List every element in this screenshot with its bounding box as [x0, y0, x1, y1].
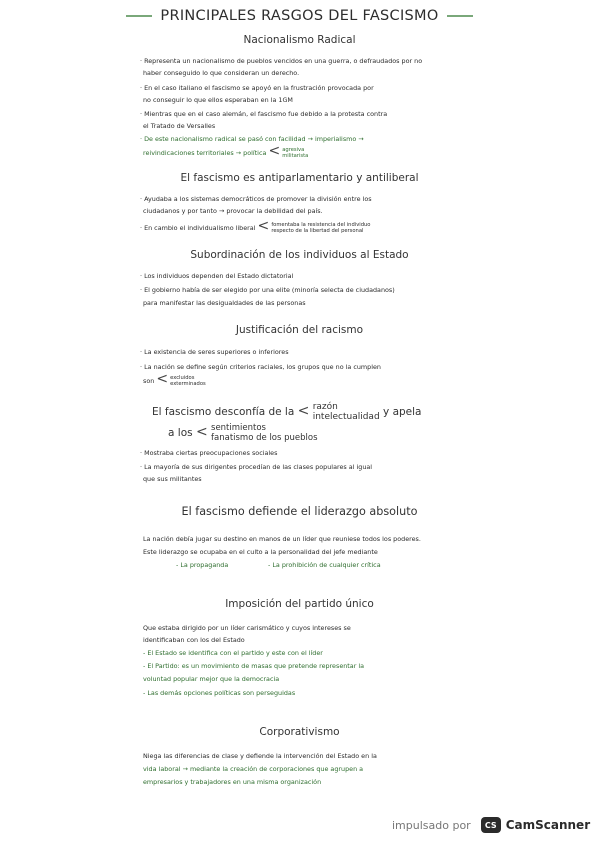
- text-line: - El Estado se identifica con el partido y este con el líder: [143, 649, 323, 657]
- text-line: Que estaba dirigido por un líder carismático y cuyos intereses se: [143, 624, 351, 632]
- brace-item: fanatismo de los pueblos: [211, 433, 318, 443]
- text-line: haber conseguido lo que consideran un derecho.: [143, 69, 300, 77]
- brace-list: [271, 222, 370, 234]
- text-line: identificaban con los del Estado: [143, 636, 245, 644]
- text-line: Niega las diferencias de clase y defiende la intervención del Estado en la: [143, 752, 377, 760]
- text: y apela: [383, 406, 422, 418]
- section-heading-racismo: Justificación del racismo: [235, 324, 364, 336]
- text-line: · Los individuos dependen del Estado dictatorial: [140, 272, 294, 280]
- text: reivindicaciones territoriales → política: [143, 149, 267, 157]
- text: a los: [168, 427, 193, 439]
- brace-item: excluidos: [170, 375, 195, 381]
- brace-list: [313, 402, 380, 422]
- text-line: · Ayudaba a los sistemas democráticos de promover la división entre los: [140, 195, 372, 203]
- section-heading-partido: Imposición del partido único: [225, 598, 374, 610]
- brace-glyph: <: [195, 424, 208, 440]
- text-line: para manifestar las desigualdades de las personas: [143, 299, 306, 307]
- list-item: - La propaganda: [176, 561, 229, 569]
- camscanner-logo-icon: CS: [481, 817, 501, 833]
- brace-item: razón: [312, 402, 338, 412]
- brace-item: intelectualidad: [312, 412, 380, 422]
- razon-statement-line1: [152, 402, 421, 422]
- section-heading-antiparlamentario: El fascismo es antiparlamentario y antiliberal: [180, 172, 419, 184]
- brace-item: sentimientos: [211, 423, 266, 433]
- text-line: que sus militantes: [143, 475, 202, 483]
- section-heading-corporativismo: Corporativismo: [259, 726, 340, 738]
- text-line: · El gobierno había de ser elegido por una elite (minoría selecta de ciudadanos): [140, 286, 395, 294]
- text: son: [143, 377, 155, 385]
- brace-list: [170, 375, 206, 387]
- text-line: · Representa un nacionalismo de pueblos vencidos en una guerra, o defraudados por no: [140, 57, 423, 65]
- text-line: ciudadanos y por tanto → provocar la debilidad del país.: [143, 207, 323, 215]
- list-item: - La prohibición de cualquier crítica: [268, 561, 381, 569]
- text-line: La nación debía jugar su destino en manos de un líder que reuniese todos los poderes.: [143, 535, 421, 543]
- text-line: - El Partido: es un movimiento de masas que pretende representar la: [143, 662, 365, 670]
- brace-glyph: <: [257, 218, 270, 234]
- title-bar: [0, 4, 599, 28]
- brace-item: militarista: [282, 153, 309, 159]
- page-title: PRINCIPALES RASGOS DEL FASCISMO: [160, 8, 439, 24]
- text: · En cambio el individualismo liberal: [140, 224, 256, 232]
- brace-item: exterminados: [170, 381, 206, 387]
- text-line: · La nación se define según criterios raciales, los grupos que no la cumplen: [140, 363, 381, 371]
- text-line: empresarios y trabajadores en una misma organización: [143, 778, 322, 786]
- section-heading-nacionalismo: Nacionalismo Radical: [243, 34, 356, 46]
- section-heading-liderazgo: El fascismo defiende el liderazgo absoluto: [181, 505, 418, 518]
- camscanner-watermark: [392, 814, 592, 836]
- title-decoration-left: [126, 15, 152, 17]
- text-line: · De este nacionalismo radical se pasó con facilidad → imperialismo →: [140, 135, 364, 143]
- text-line-with-brace: [143, 143, 309, 159]
- text: El fascismo desconfía de la: [152, 406, 295, 418]
- text-line: el Tratado de Versalles: [143, 122, 216, 130]
- text-line-with-brace: [140, 218, 371, 234]
- brace-list: [211, 423, 318, 443]
- title-decoration-right: [447, 15, 473, 17]
- powered-by-label: impulsado por: [392, 818, 471, 832]
- text-line-with-brace: [143, 371, 206, 387]
- text-line: · La existencia de seres superiores o inferiores: [140, 348, 289, 356]
- brace-item: agresiva: [282, 147, 305, 153]
- text-line: · Mientras que en el caso alemán, el fascismo fue debido a la protesta contra: [140, 110, 388, 118]
- text-line: - Las demás opciones políticas son perseguidas: [143, 689, 296, 697]
- brace-glyph: <: [156, 371, 169, 387]
- text-line: · La mayoría de sus dirigentes procedían de las clases populares al igual: [140, 463, 373, 471]
- text-line: · Mostraba ciertas preocupaciones sociales: [140, 449, 278, 457]
- text-line: · En el caso italiano el fascismo se apoyó en la frustración provocada por: [140, 84, 374, 92]
- text-line: Este liderazgo se ocupaba en el culto a la personalidad del jefe mediante: [143, 548, 378, 556]
- brace-list: [282, 147, 308, 159]
- razon-statement-line2: [168, 423, 318, 443]
- brace-item: respecto de la libertad del personal: [271, 228, 364, 234]
- brace-glyph: <: [268, 143, 281, 159]
- camscanner-brand-name: CamScanner: [505, 818, 591, 832]
- brace-glyph: <: [297, 403, 310, 419]
- text-line: vida laboral → mediante la creación de corporaciones que agrupen a: [143, 765, 364, 773]
- text-line: no conseguir lo que ellos esperaban en la 1GM: [143, 96, 293, 104]
- text-line: voluntad popular mejor que la democracia: [143, 675, 280, 683]
- section-heading-subordinacion: Subordinación de los individuos al Estado: [190, 249, 409, 261]
- brace-item: fomentaba la resistencia del individuo: [271, 222, 371, 228]
